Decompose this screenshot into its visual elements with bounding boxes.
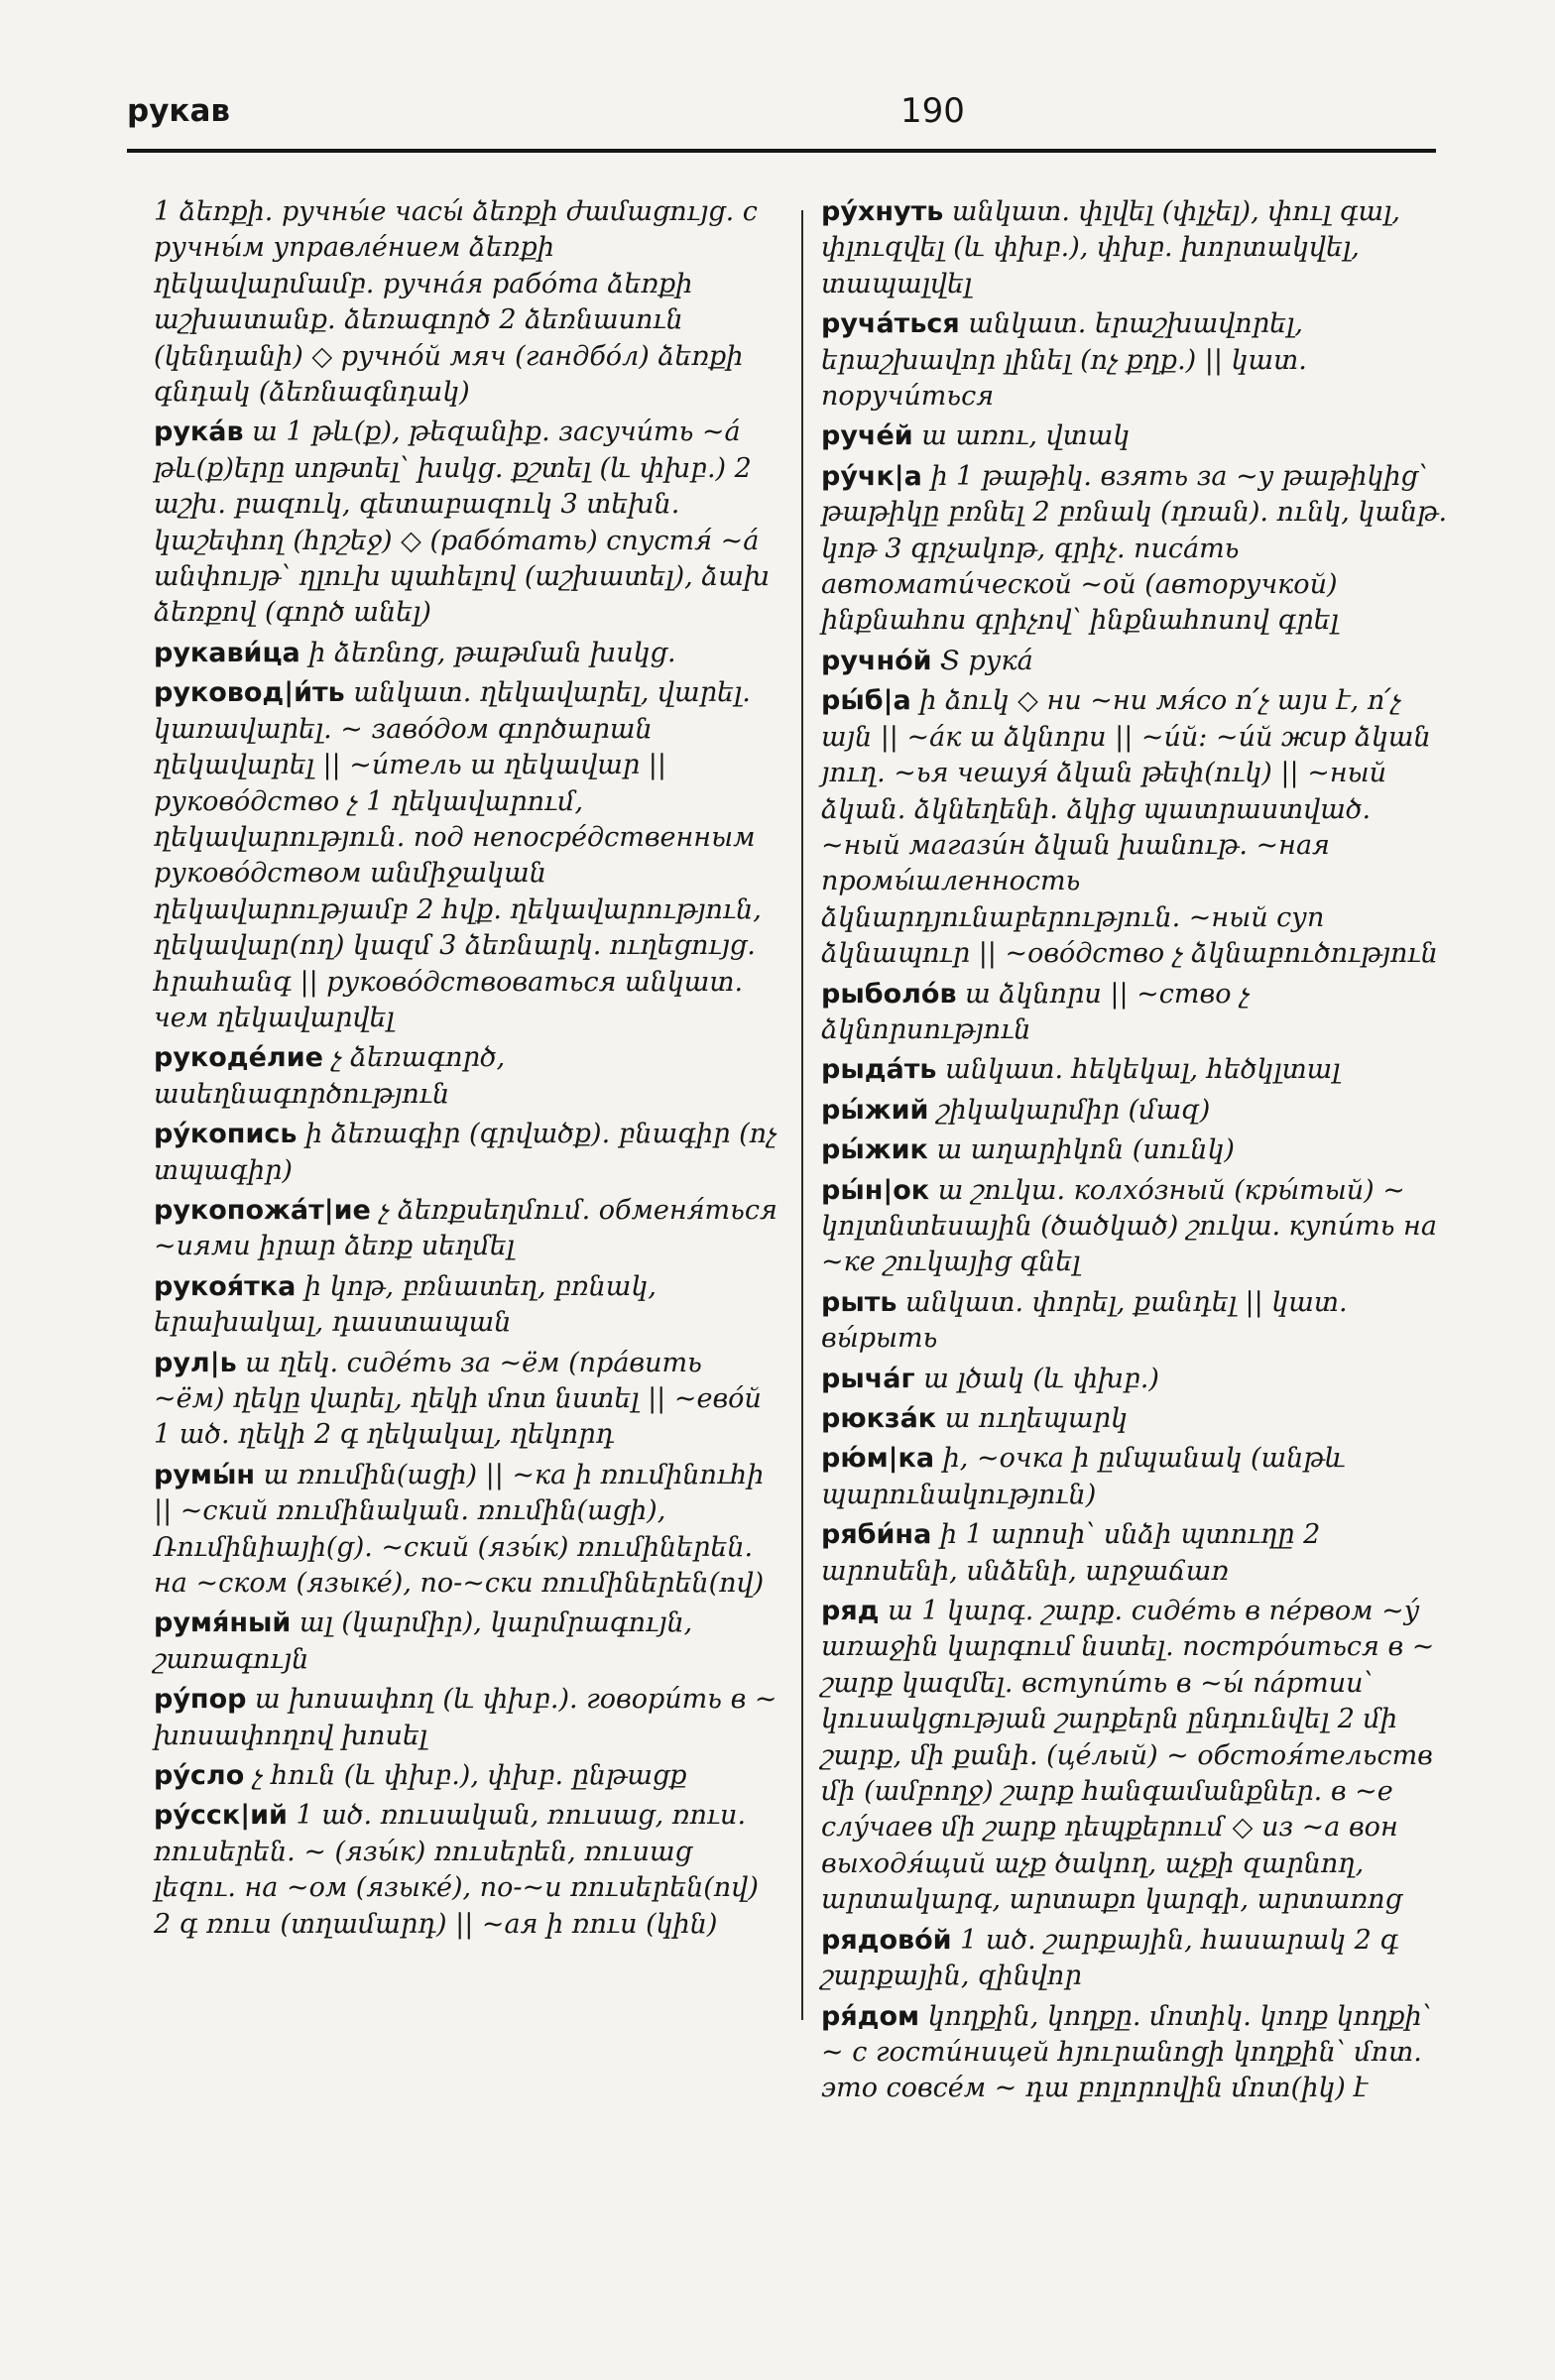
dictionary-entry (821, 644, 1448, 679)
dictionary-entry (821, 1401, 1448, 1437)
entry-headword: руча́ться (821, 308, 960, 340)
dictionary-entry (154, 1193, 778, 1265)
entry-headword: рука́в (154, 416, 244, 448)
dictionary-entry (154, 1606, 778, 1678)
entry-definition: չ ձեռագործ, ասեղնագործություն (154, 1042, 506, 1110)
entry-definition: ի կոթ, բռնատեղ, բռնակ, երախակալ, դաստապան (154, 1270, 657, 1339)
entry-headword: руковод|и́ть (154, 677, 345, 709)
dictionary-entry (154, 1798, 778, 1943)
entry-headword: рукопожа́т|ие (154, 1194, 371, 1226)
dictionary-entry (154, 415, 778, 631)
entry-headword: ру́пор (154, 1684, 247, 1716)
dictionary-entry (154, 1758, 778, 1794)
entry-definition: ա աղարիկոն (սունկ) (927, 1134, 1235, 1166)
dictionary-entry (154, 1458, 778, 1603)
dictionary-entry (821, 1285, 1448, 1358)
page-header (127, 91, 1436, 141)
entry-definition: Տ рука́ (931, 645, 1033, 676)
dictionary-entry (821, 1517, 1448, 1590)
entry-headword: ры́н|ок (821, 1174, 930, 1206)
dictionary-entry (821, 418, 1448, 454)
entry-headword: рыча́г (821, 1363, 915, 1394)
dictionary-entry (821, 194, 1448, 302)
entry-headword: ря́дом (821, 2000, 920, 2032)
entry-definition: անկատ. ղեկավարել, վարել. կառավարել. ~ заво́дом գործարան ղեկավարել || ~и́тель ա ղեկավար || руково́дство չ 1 ղեկավարում, ղեկավարություն. под непосре́дственным руково́дством անմիջական ղեկավարությամբ 2 հվք. ղեկավարություն, ղեկավար(ող) կազմ 3 ձեռնարկ. ուղեցույց. հրահանգ || руково́дствоваться անկատ. чем ղեկավարվել (154, 677, 762, 1033)
entry-headword: рюкза́к (821, 1403, 937, 1434)
entry-headword: рю́м|ка (821, 1443, 935, 1475)
entry-definition: անկատ. փլվել (փլչել), փուլ գալ, փլուզվել (և փխբ.), փխբ. խորտակվել, տապալվել (821, 196, 1400, 299)
dictionary-entry (821, 1923, 1448, 1995)
entry-definition: անկատ. երաշխավորել, երաշխավոր լինել (ոչ քղք.) || կատ. поручи́ться (821, 308, 1307, 413)
entry-headword: ру́сло (154, 1760, 245, 1792)
entry-definition: ա լծակ (և փխբ.) (914, 1363, 1159, 1394)
dictionary-entry (821, 1362, 1448, 1397)
dictionary-entry (821, 977, 1448, 1049)
entry-headword: рыда́ть (821, 1054, 937, 1086)
dictionary-entry (154, 1117, 778, 1189)
entry-definition: 1 ած. ռուսական, ռուսաց, ռուս. ռուսերեն. ~ (язы́к) ռուսերեն, ռուսաց լեզու. на ~ом (языке́), по-~и ռուսերեն(ով) 2 գ ռուս (տղամարդ) || ~ая ի ռուս (կին) (154, 1800, 759, 1940)
entry-definition: չ ձեռքսեղմում. обменя́ться ~иями իրար ձեռք սեղմել (154, 1194, 778, 1262)
entry-headword: ру́чк|а (821, 460, 922, 492)
entry-headword: ру́хнуть (821, 196, 944, 227)
entry-definition: ի ձեռագիր (գրվածք). բնագիր (ոչ տպագիր) (154, 1119, 778, 1186)
dictionary-entry (821, 1052, 1448, 1088)
dictionary-entry (154, 675, 778, 1036)
entry-headword: ряби́на (821, 1519, 932, 1551)
entry-definition: ա 1 թև(ք), թեզանիք. засучи́ть ~а́ թև(ք)երը սոթտել՝ խսկց. քշտել (և փխբ.) 2 աշխ. բազուկ, գետաբազուկ 3 տեխն. կաշեփող (հրշեջ) ◇ (рабо́тать) спустя́ ~а́ անփույթ՝ ղլուխ պահելով (աշխատել), ձախ ձեռքով (գործ անել) (154, 416, 771, 629)
dictionary-entry (821, 1132, 1448, 1168)
entry-definition: ա առու, վտակ (912, 420, 1131, 452)
dictionary-entry (821, 1594, 1448, 1919)
dictionary-entry (821, 1441, 1448, 1513)
dictionary-entry (821, 1999, 1448, 2107)
entry-definition: ի, ~очка ի ըմպանակ (անթև պարունակություն) (821, 1443, 1346, 1510)
entry-definition: չ հուն (և փխբ.), փխբ. ընթացք (244, 1760, 687, 1792)
dictionary-entry (154, 1040, 778, 1113)
entry-headword: ру́сск|ий (154, 1800, 288, 1832)
page-number: 190 (900, 91, 965, 131)
entry-headword: рядово́й (821, 1924, 952, 1956)
entry-definition: անկատ. հեկեկալ, հեծկլտալ (936, 1054, 1341, 1086)
dictionary-entry (821, 306, 1448, 415)
entry-headword: рукоя́тка (154, 1270, 297, 1302)
entry-headword: рул|ь (154, 1347, 237, 1378)
entry-definition: ա 1 կարգ. շարք. сиде́ть в пе́рвом ~у́ առաջին կարգում նստել. постро́иться в ~ շարք կազմել. вступи́ть в ~ы́ па́ртии՝ կուսակցության շարքերն ընդունվել 2 մի շարք, մի քանի. (це́лый) ~ обстоя́тельств մի (ամբողջ) շարք հանգամանքներ. в ~е слу́чаев մի շարք դեպքերում ◇ из ~а вон выходя́щий աչք ծակող, աչքի զարնող, արտակարգ, արտաքո կարգի, արտառոց (821, 1596, 1435, 1916)
entry-definition: ա ռումին(ացի) || ~ка ի ռումինուհի || ~ский ռումինական. ռումին(ացի), Ռումինիայի(ց). ~ский (язы́к) ռումիներեն. на ~ском (языке́), по-~ски ռումիներեն(ով) (154, 1459, 765, 1600)
entry-definition: ի 1 թաթիկ. взять за ~у թաթիկից՝ թաթիկը բռնել 2 բռնակ (դռան). ունկ, կանթ. կոթ 3 գրչակոթ, գրիչ. писа́ть автомати́ческой ~ой (авторучкой) ինքնահոս գրիչով՝ ինքնահոսով գրել (821, 460, 1448, 637)
entry-definition: ի ձուկ ◇ ни ~ни мя́со ո՛չ այս է, ո՛չ այն || ~а́к ա ձկնորս || ~и́й: ~и́й жир ձկան յուղ. ~ья чешуя́ ձկան թեփ(ուկ) || ~ный ձկան. ձկնեղենի. ձկից պատրաստված. ~ный магази́н ձկան խանութ. ~ная промы́шленность ձկնարդյունաբերություն. ~ный суп ձկնապուր || ~ово́дство չ ձկնաբուծություն (821, 685, 1438, 970)
entry-headword: рыболо́в (821, 978, 957, 1010)
entry-headword: румя́ный (154, 1607, 292, 1639)
dictionary-entry (154, 1682, 778, 1754)
entry-definition: անկատ. փորել, քանդել || կատ. вы́рыть (821, 1286, 1348, 1355)
entry-definition: ա խոսափող (և փխբ.). говори́ть в ~ խոսափողով խոսել (154, 1684, 778, 1751)
entry-definition: շիկակարմիր (մազ) (928, 1094, 1211, 1126)
left-column (154, 194, 778, 1947)
entry-headword: рукоде́лие (154, 1042, 323, 1074)
dictionary-entry (821, 1093, 1448, 1129)
entry-definition: կողքին, կողքը. մոտիկ. կողք կողքի՝ ~ с гости́ницей հյուրանոցի կողքին՝ մոտ. это совсе́м ~ դա բոլորովին մոտ(իկ) է (821, 2000, 1432, 2104)
running-headword: рукав (127, 93, 230, 129)
dictionary-entry (821, 683, 1448, 972)
entry-headword: ры́б|а (821, 685, 911, 717)
entry-headword: ру́копись (154, 1119, 298, 1150)
entry-headword: рыть (821, 1286, 897, 1318)
dictionary-entry (154, 1346, 778, 1454)
entry-headword: ры́жик (821, 1134, 928, 1166)
entry-definition: 1 ձեռքի. ручны́е часы́ ձեռքի ժամացույց. с ручны́м управле́нием ձեռքի ղեկավարմամբ. ручна́я рабо́та ձեռքի աշխատանք. ձեռագործ 2 ձեռնասուն (կենդանի) ◇ ручно́й мяч (гандбо́л) ձեռքի գնդակ (ձեռնագնդակ) (154, 196, 758, 409)
entry-headword: руче́й (821, 420, 913, 452)
entry-definition: ա ղեկ. сиде́ть за ~ём (пра́вить ~ём) ղեկը վարել, ղեկի մոտ նստել || ~ево́й 1 ած. ղեկի 2 գ ղեկակալ, ղեկորդ (154, 1347, 762, 1451)
entry-definition: ա շուկա. колхо́зный (кры́тый) ~ կոլտնտեսային (ծածկած) շուկա. купи́ть на ~ке շուկայից գնել (821, 1174, 1437, 1278)
entry-headword: ры́жий (821, 1094, 929, 1126)
dictionary-entry (154, 1269, 778, 1342)
dictionary-entry (154, 194, 778, 411)
entry-headword: румы́н (154, 1459, 256, 1490)
column-divider (801, 210, 803, 2020)
dictionary-entry (821, 1173, 1448, 1281)
entry-headword: ручно́й (821, 645, 932, 676)
right-column (821, 194, 1448, 2111)
entry-headword: рукави́ца (154, 637, 300, 668)
dictionary-entry (154, 636, 778, 671)
entry-definition: ի 1 արոսի՝ սնձի պտուղը 2 արոսենի, սնձենի, արջաճառ (821, 1519, 1321, 1587)
entry-definition: 1 ած. շարքային, հասարակ 2 գ շարքային, զինվոր (821, 1924, 1399, 1992)
entry-definition: ա ուղեպարկ (936, 1403, 1128, 1434)
header-rule (127, 149, 1436, 153)
entry-definition: ա ձկնորս || ~ство չ ձկնորսություն (821, 978, 1250, 1045)
entry-definition: ալ (կարմիր), կարմրագույն, շառագույն (154, 1607, 693, 1675)
entry-headword: ряд (821, 1596, 880, 1627)
dictionary-entry (821, 459, 1448, 640)
entry-definition: ի ձեռնոց, թաթման խսկց. (299, 637, 676, 668)
